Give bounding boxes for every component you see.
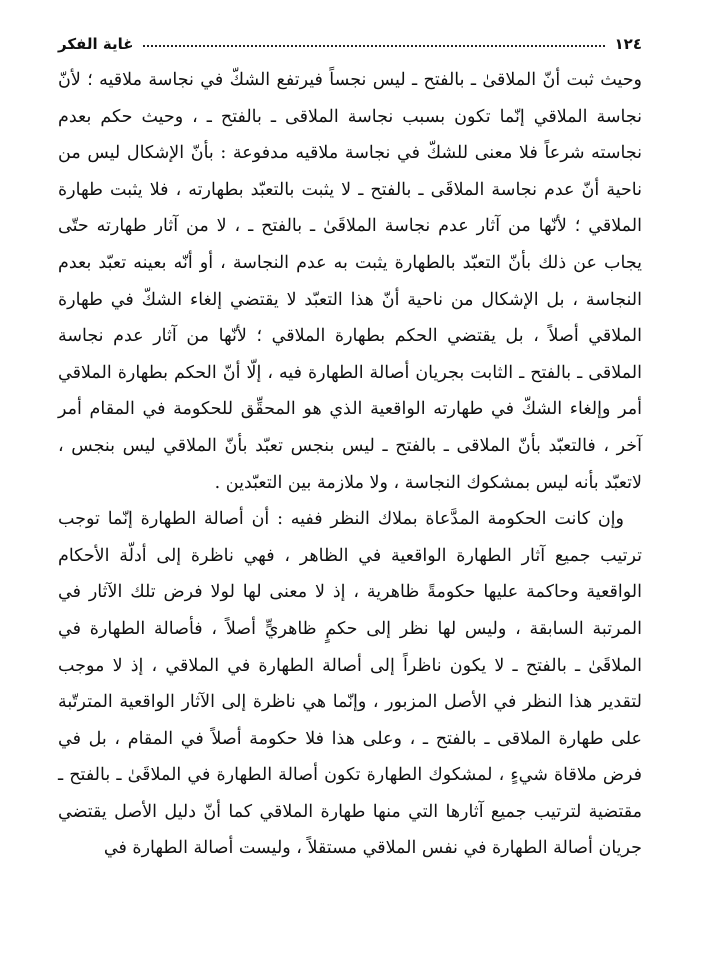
paragraph-1: وحيث ثبت أنّ الملاقىٰ ـ بالفتح ـ ليس نجساً فيرتفع الشكّ في نجاسة ملاقيه ؛ لأنّ نجاسة الملاقي إنّما تكون بسبب نجاسة الملاقى ـ بالفتح ـ ، وحيث حكم بعدم نجاسته شرعاً فلا معنى للشكّ في نجاسة ملاقيه مدفوعة : بأنّ الإشكال ليس من ناحية أنّ عدم نجاسة الملاقَى ـ بالفتح ـ لا يثبت بالتعبّد بطهارته ، فلا يثبت طهارة الملاقي ؛ لأنّها من آثار عدم نجاسة الملاقَىٰ ـ بالفتح ـ ، لا من آثار طهارته حتّى يجاب عن ذلك بأنّ التعبّد بالطهارة يثبت به عدم النجاسة ، أو أنّه بعينه تعبّد بعدم النجاسة ، بل الإشكال من ناحية أنّ هذا التعبّد لا يقتضي إلغاء الشكّ في طهارة الملاقي أصلاً ، بل يقتضي الحكم بطهارة الملاقي ؛ لأنّها من آثار عدم نجاسة الملاقى ـ بالفتح ـ الثابت بجريان أصالة الطهارة فيه ، إلّا أنّ الحكم بطهارة الملاقي أمر وإلغاء الشكّ في طهارته الواقعية الذي هو المحقِّق للحكومة في المقام أمر آخر ، فالتعبّد بأنّ الملاقى ـ بالفتح ـ ليس بنجس تعبّد بأنّ الملاقي ليس بنجس ، لاتعبّد بأنه ليس بمشكوك النجاسة ، ولا ملازمة بين التعبّدين . [58,70,642,493]
book-title: غاية الفكر [58,35,134,53]
book-page [58,26,642,966]
body-text [58,62,642,867]
page-number: ١٢٤ [614,35,642,53]
paragraph-2: وإن كانت الحكومة المدَّعاة بملاك النظر ففيه : أن أصالة الطهارة إنّما توجب ترتيب جميع آثار الطهارة الواقعية في الظاهر ، فهي ناظرة إلى أدلّة الأحكام الواقعية وحاكمة عليها حكومةً ظاهرية ، إذ لا معنى لها لولا فرض تلك الآثار في المرتبة السابقة ، وليس لها نظر إلى حكمٍ ظاهريٍّ أصلاً ، فأصالة الطهارة في الملاقَىٰ ـ بالفتح ـ لا يكون ناظراً إلى أصالة الطهارة في الملاقي ، إذ لا موجب لتقدير هذا النظر في الأصل المزبور ، وإنّما هي ناظرة إلى الآثار الواقعية المترتّبة على طهارة الملاقى ـ بالفتح ـ ، وعلى هذا فلا حكومة أصلاً في المقام ، بل في فرض ملاقاة شيءٍ ، لمشكوك الطهارة تكون أصالة الطهارة في الملاقَىٰ ـ بالفتح ـ مقتضية لترتيب جميع آثارها التي منها طهارة الملاقي كما أنّ دليل الأصل يقتضي جريان أصالة الطهارة في نفس الملاقي مستقلاً ، وليست أصالة الطهارة في [58,509,642,859]
running-header [58,26,642,62]
dot-leader [143,45,604,47]
